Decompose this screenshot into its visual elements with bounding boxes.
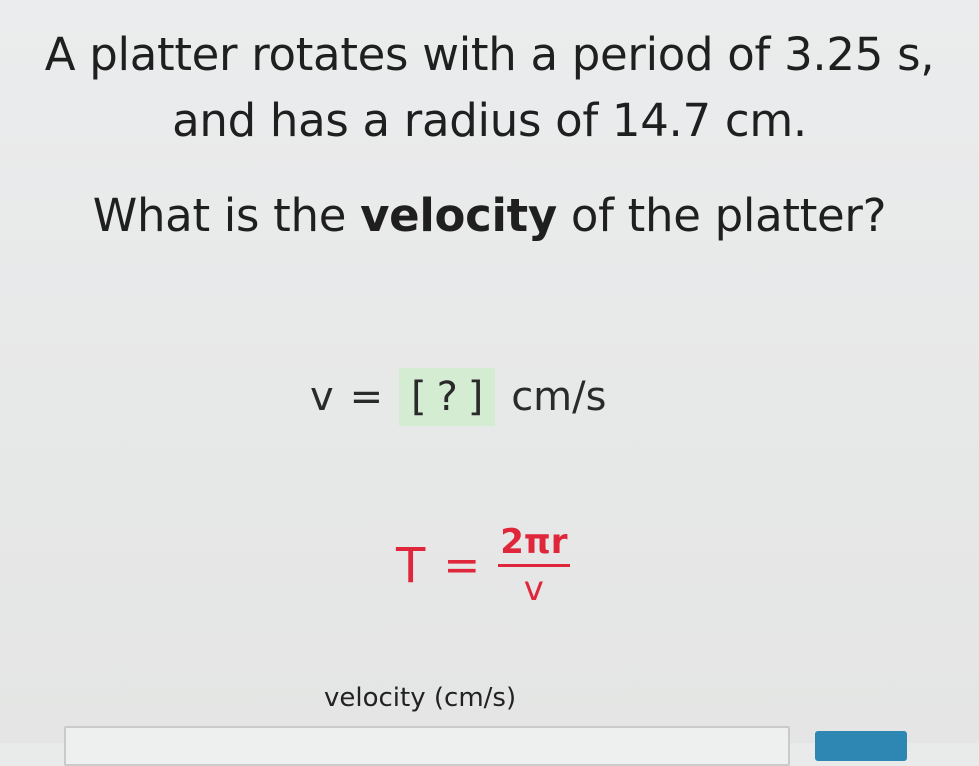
equation-unit: cm/s xyxy=(511,374,607,420)
prompt-bold-term: velocity xyxy=(360,189,557,242)
velocity-answer-input[interactable] xyxy=(64,726,790,766)
prompt-before: What is the xyxy=(92,189,361,242)
answer-field-label: velocity (cm/s) xyxy=(324,683,517,713)
formula-denominator: v xyxy=(523,569,544,609)
placeholder-question-mark: ? xyxy=(436,374,458,420)
question-text xyxy=(0,22,979,154)
equation-variable: v xyxy=(310,374,334,420)
open-bracket: [ xyxy=(410,374,427,420)
formula-lhs: T xyxy=(396,537,426,594)
question-line-2: and has a radius of 14.7 cm. xyxy=(172,94,807,147)
formula-numerator: 2πr xyxy=(498,522,569,567)
question-line-1: A platter rotates with a period of 3.25 s, xyxy=(44,28,935,81)
close-bracket: ] xyxy=(467,374,484,420)
formula-fraction xyxy=(498,522,569,609)
answer-equation xyxy=(310,365,606,429)
prompt-after: of the platter? xyxy=(556,189,887,242)
period-formula-hint xyxy=(396,522,570,609)
formula-equals: = xyxy=(443,540,481,591)
submit-button[interactable] xyxy=(815,731,907,761)
equation-equals: = xyxy=(349,374,384,420)
answer-blank-box[interactable] xyxy=(399,368,495,426)
question-prompt xyxy=(0,186,979,246)
